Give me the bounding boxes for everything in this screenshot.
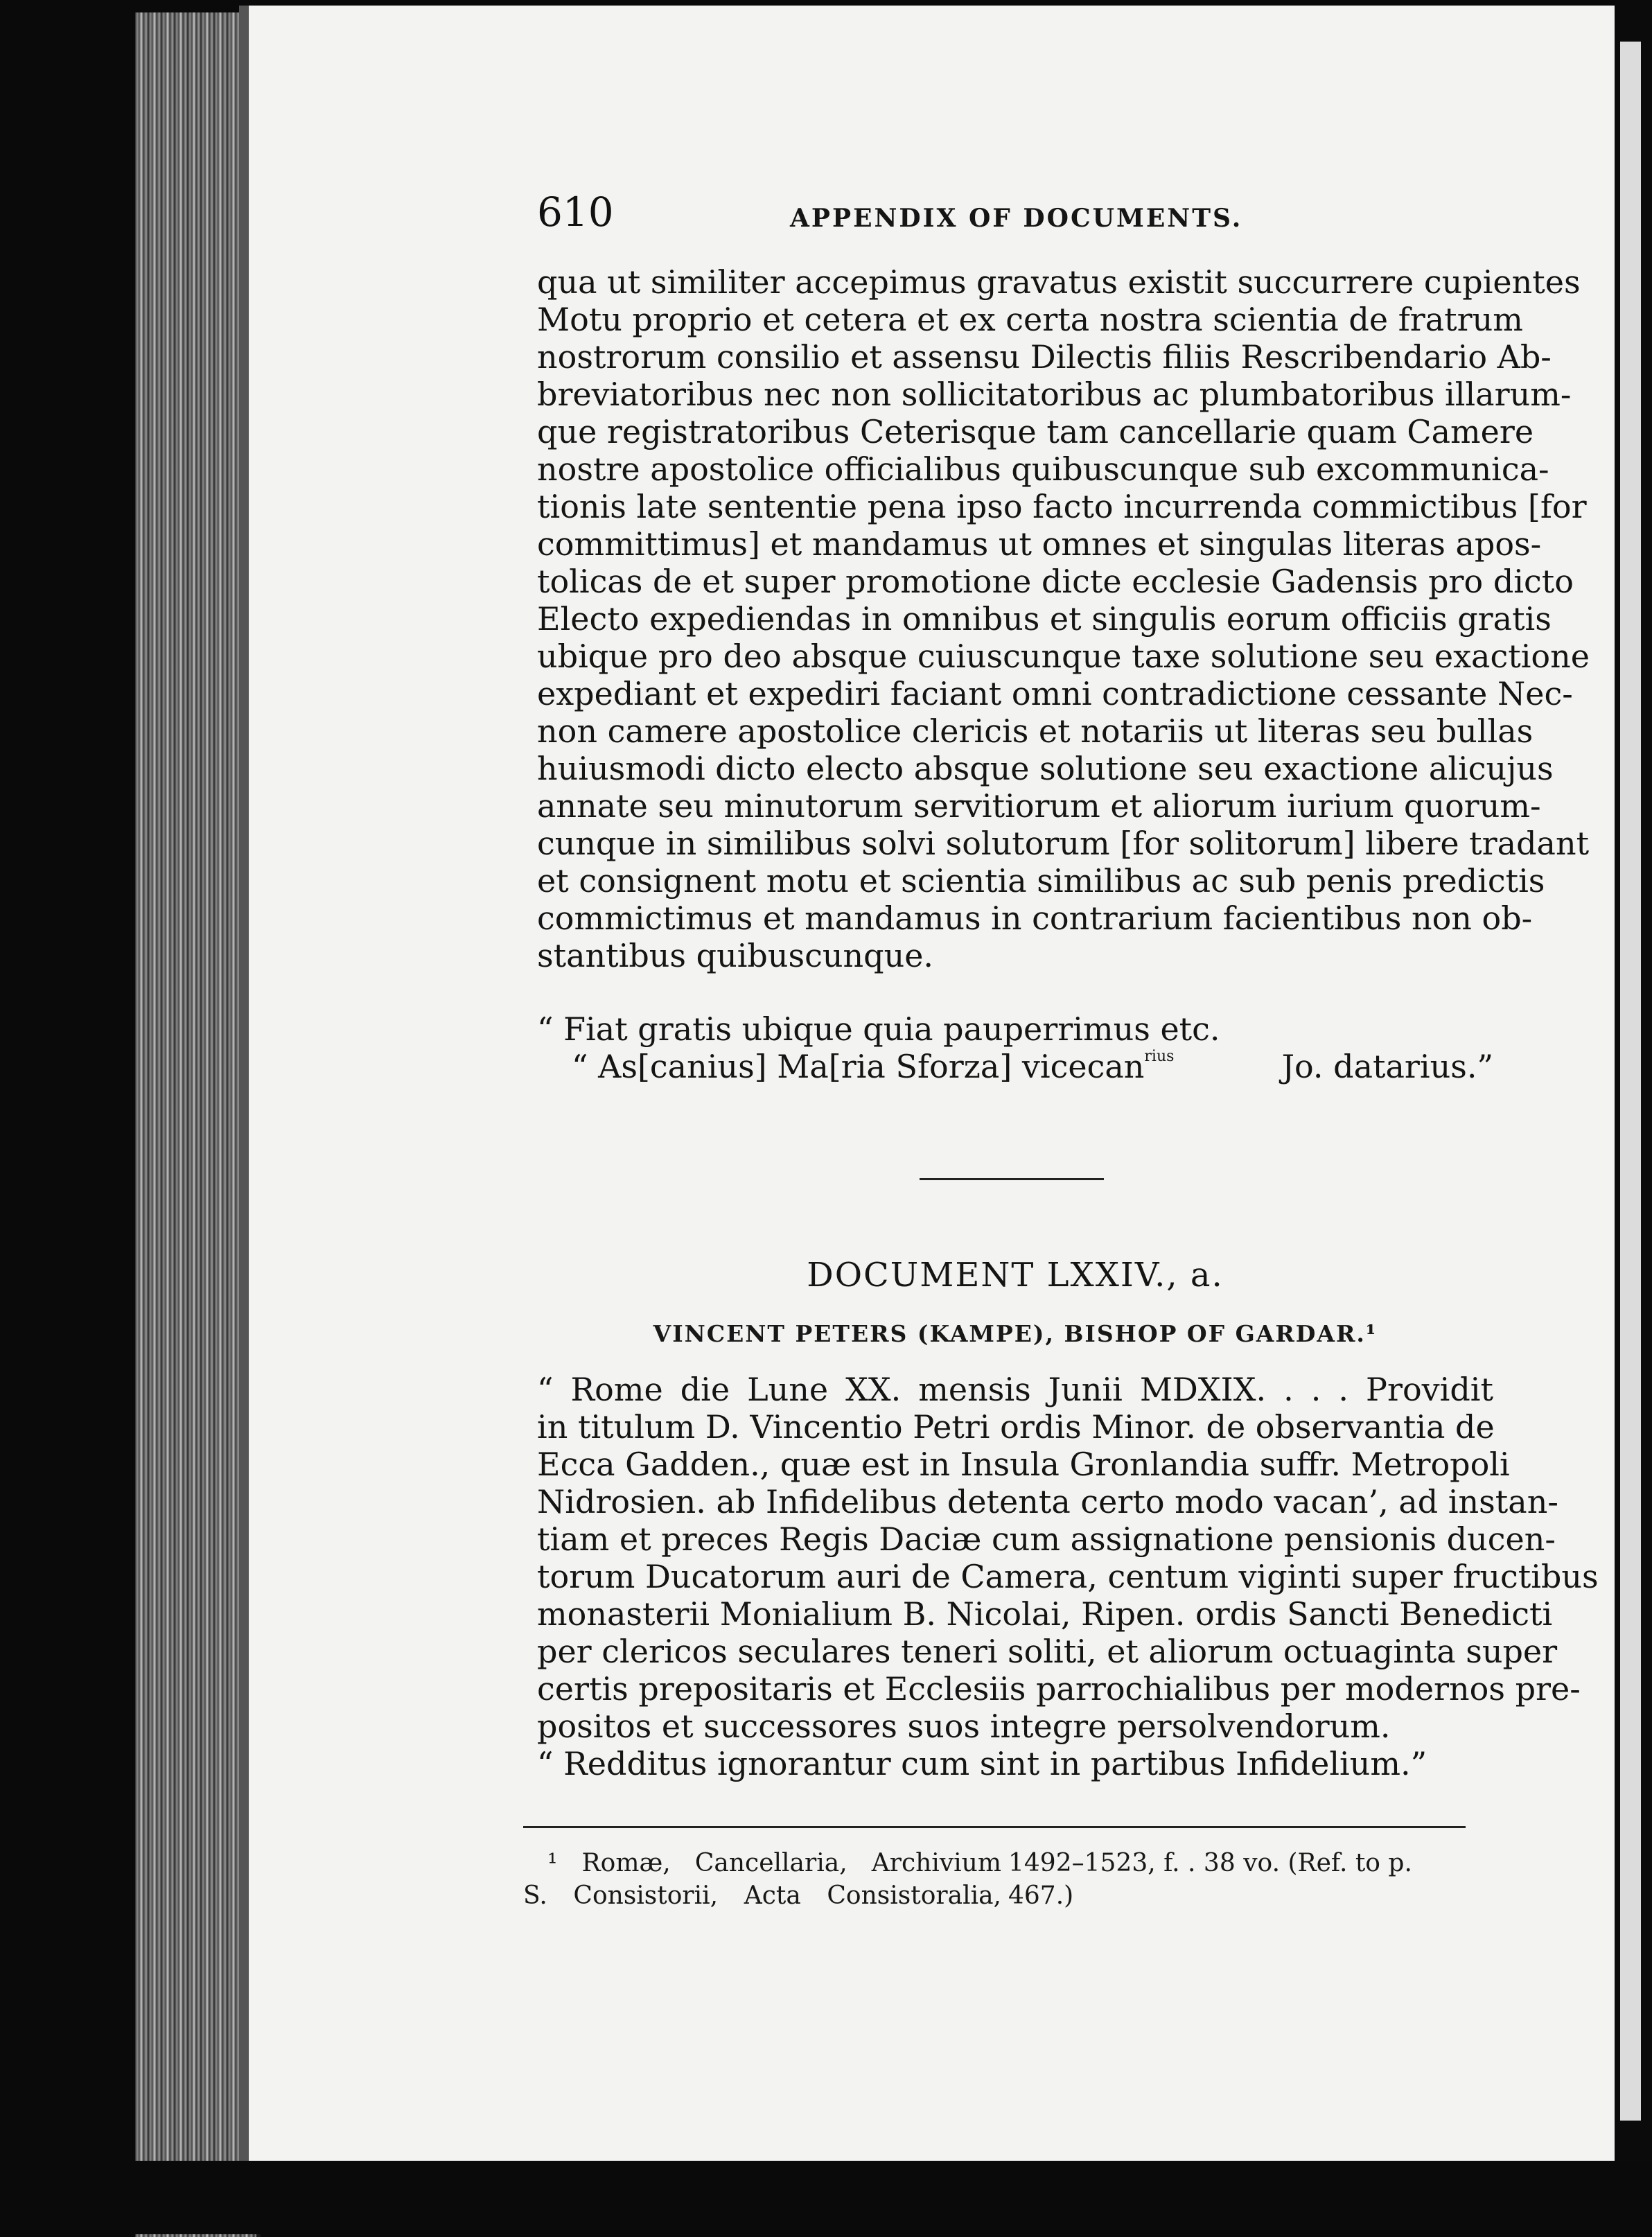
signature-right: Jo. datarius.” xyxy=(1281,1048,1493,1085)
footnote-line: ¹ Romæ, Cancellaria, Archivium xyxy=(547,1849,1001,1877)
text-line: positos et successores suos integre persolvendorum. xyxy=(537,1708,1391,1745)
footnote-rule xyxy=(523,1826,1466,1828)
footnote-column-1 xyxy=(523,1847,1001,1912)
footnote-column-2 xyxy=(1008,1847,1479,1912)
text-line: et consignent motu et scientia similibus ac sub penis predictis xyxy=(537,862,1545,900)
text-line: monasterii Monialium B. Nicolai, Ripen. ordis Sancti Benedicti xyxy=(537,1595,1553,1633)
facing-page-edge xyxy=(1615,0,1652,2234)
document-subheading: VINCENT PETERS (KAMPE), BISHOP OF GARDAR.¹ xyxy=(653,1320,1378,1347)
running-head: APPENDIX OF DOCUMENTS. xyxy=(790,204,1243,233)
text-line: per clericos seculares teneri soliti, et aliorum octuaginta super xyxy=(537,1633,1558,1670)
footnote-line: 1492–1523, f. . 38 vo. (Ref. to p. xyxy=(1008,1849,1412,1877)
text-line: tolicas de et super promotione dicte ecclesie Gadensis pro dicto xyxy=(537,563,1574,600)
text-line: nostre apostolice officialibus quibuscunque sub excommunica- xyxy=(537,450,1549,488)
text-line: annate seu minutorum servitiorum et aliorum iurium quorum- xyxy=(537,787,1541,825)
text-line: nostrorum consilio et assensu Dilectis filiis Rescribendario Ab- xyxy=(537,338,1552,376)
footnote-line: S. Consistorii, Acta Consistoralia, xyxy=(523,1881,1001,1910)
document-body-text xyxy=(537,1371,1599,1782)
document-heading: DOCUMENT LXXIV., a. xyxy=(807,1256,1224,1295)
text-line: non camere apostolice clericis et notariis ut literas seu bullas xyxy=(537,712,1534,750)
text-line: tionis late sententie pena ipso facto incurrenda commictibus [for xyxy=(537,488,1587,525)
text-line: Electo expediendas in omnibus et singulis eorum officiis gratis xyxy=(537,600,1552,638)
page-number: 610 xyxy=(537,188,614,236)
signature-row xyxy=(537,1048,1493,1087)
text-line: que registratoribus Ceterisque tam cancellarie quam Camere xyxy=(537,413,1534,450)
text-line: Ecca Gadden., quæ est in Insula Gronlandia suffr. Metropoli xyxy=(537,1446,1510,1483)
text-line: ubique pro deo absque cuiuscunque taxe solutione seu exactione xyxy=(537,638,1590,675)
text-line: Motu proprio et cetera et ex certa nostra scientia de fratrum xyxy=(537,301,1523,338)
text-line: qua ut similiter accepimus gravatus existit succurrere cupientes xyxy=(537,263,1581,301)
fiat-text: “ Fiat gratis ubique quia pauperrimus etc. xyxy=(537,1010,1220,1048)
page-header xyxy=(537,188,1500,237)
text-line: committimus] et mandamus ut omnes et singulas literas apos- xyxy=(537,525,1542,563)
text-line: certis prepositaris et Ecclesiis parrochialibus per modernos pre- xyxy=(537,1670,1581,1708)
text-line: tiam et preces Regis Daciæ cum assignatione pensionis ducen- xyxy=(537,1520,1556,1558)
text-line: “ Redditus ignorantur cum sint in partibus Infidelium.” xyxy=(537,1745,1427,1782)
scan-bottom-border xyxy=(0,2161,1652,2234)
text-line: commictimus et mandamus in contrarium facientibus non ob- xyxy=(537,900,1533,937)
text-line: cunque in similibus solvi solutorum [for solitorum] libere tradant xyxy=(537,825,1590,862)
text-line: in titulum D. Vincentio Petri ordis Minor. de observantia de xyxy=(537,1408,1495,1446)
text-line: expediant et expediri faciant omni contradictione cessante Nec- xyxy=(537,675,1573,712)
text-line: “ Rome die Lune XX. mensis Junii MDXIX. . . . Providit xyxy=(537,1371,1493,1408)
text-line: stantibus quibuscunque. xyxy=(537,937,934,974)
signature-left: “ As[canius] Ma[ria Sforza] vicecan$^{rius}$ xyxy=(572,1048,1175,1085)
latin-body-text xyxy=(537,263,1590,974)
text-line: Nidrosien. ab Infidelibus detenta certo modo vacan’, ad instan- xyxy=(537,1483,1558,1520)
fiat-line xyxy=(537,1010,1493,1048)
text-line: torum Ducatorum auri de Camera, centum viginti super fructibus xyxy=(537,1558,1599,1595)
footnote-line: 467.) xyxy=(1008,1881,1074,1910)
text-line: breviatoribus nec non sollicitatoribus ac plumbatoribus illarum- xyxy=(537,376,1572,413)
section-divider xyxy=(920,1178,1104,1180)
text-line: huiusmodi dicto electo absque solutione seu exactione alicujus xyxy=(537,750,1554,787)
